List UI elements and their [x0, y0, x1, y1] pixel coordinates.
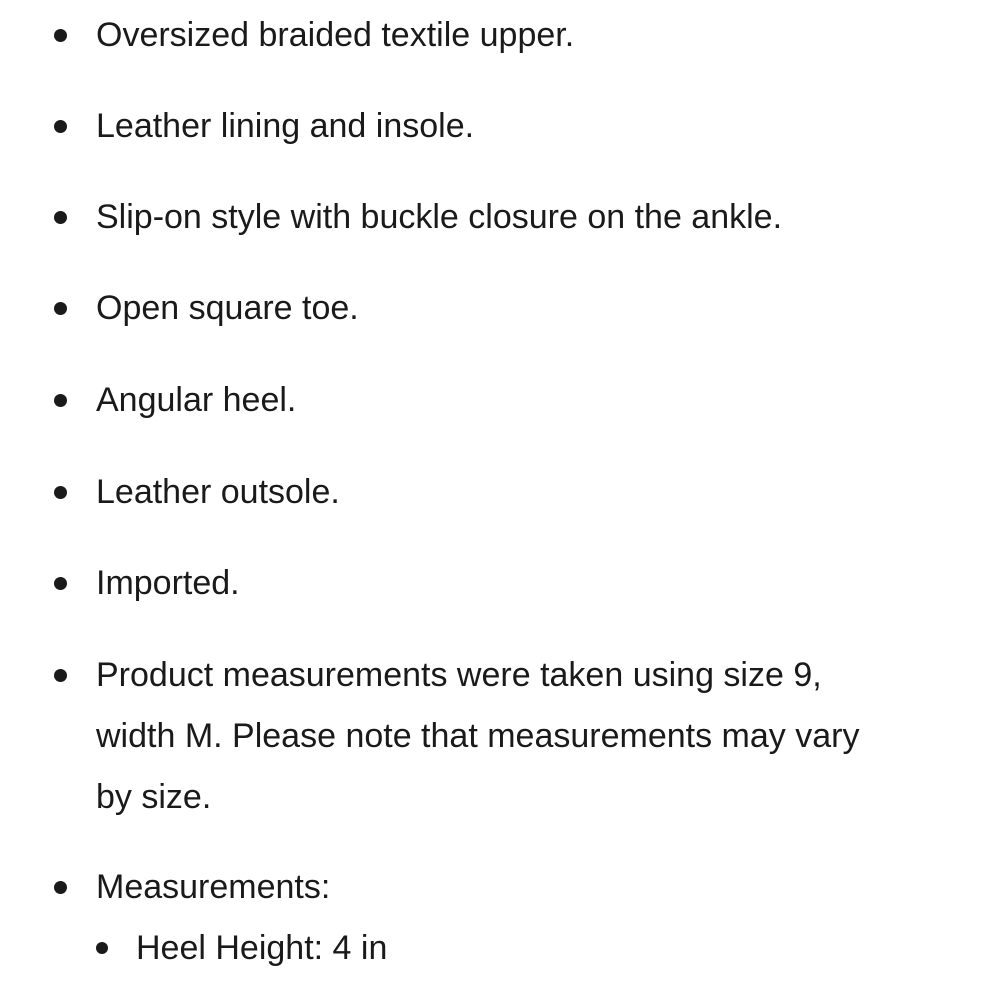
bullet-icon [54, 211, 67, 224]
feature-item [96, 96, 896, 157]
feature-text: Leather outsole. [96, 473, 340, 511]
feature-item [96, 857, 896, 979]
measurement-item [96, 918, 896, 979]
feature-text: Imported. [96, 564, 240, 602]
feature-text: Product measurements were taken using size 9, width M. Please note that measurements may vary by size. [96, 656, 860, 816]
feature-text: Oversized braided textile upper. [96, 16, 575, 54]
feature-text: Measurements: [96, 868, 331, 906]
feature-item [96, 278, 896, 339]
feature-text: Leather lining and insole. [96, 107, 475, 145]
feature-text: Slip-on style with buckle closure on the ankle. [96, 198, 783, 236]
bullet-icon [54, 29, 67, 42]
bullet-icon [54, 881, 67, 894]
bullet-icon [54, 577, 67, 590]
bullet-icon [54, 486, 67, 499]
feature-item [96, 462, 896, 523]
bullet-icon [54, 669, 67, 682]
measurement-text: Heel Height: 4 in [136, 929, 388, 967]
bullet-icon [54, 120, 67, 133]
bullet-icon [54, 302, 67, 315]
feature-item [96, 370, 896, 431]
feature-text: Open square toe. [96, 289, 359, 327]
feature-item [96, 553, 896, 614]
bullet-icon [54, 394, 67, 407]
bullet-icon [96, 942, 108, 954]
feature-item [96, 187, 896, 248]
feature-item [96, 645, 886, 828]
measurements-list [96, 918, 896, 979]
feature-text: Angular heel. [96, 381, 297, 419]
feature-item [96, 5, 896, 66]
